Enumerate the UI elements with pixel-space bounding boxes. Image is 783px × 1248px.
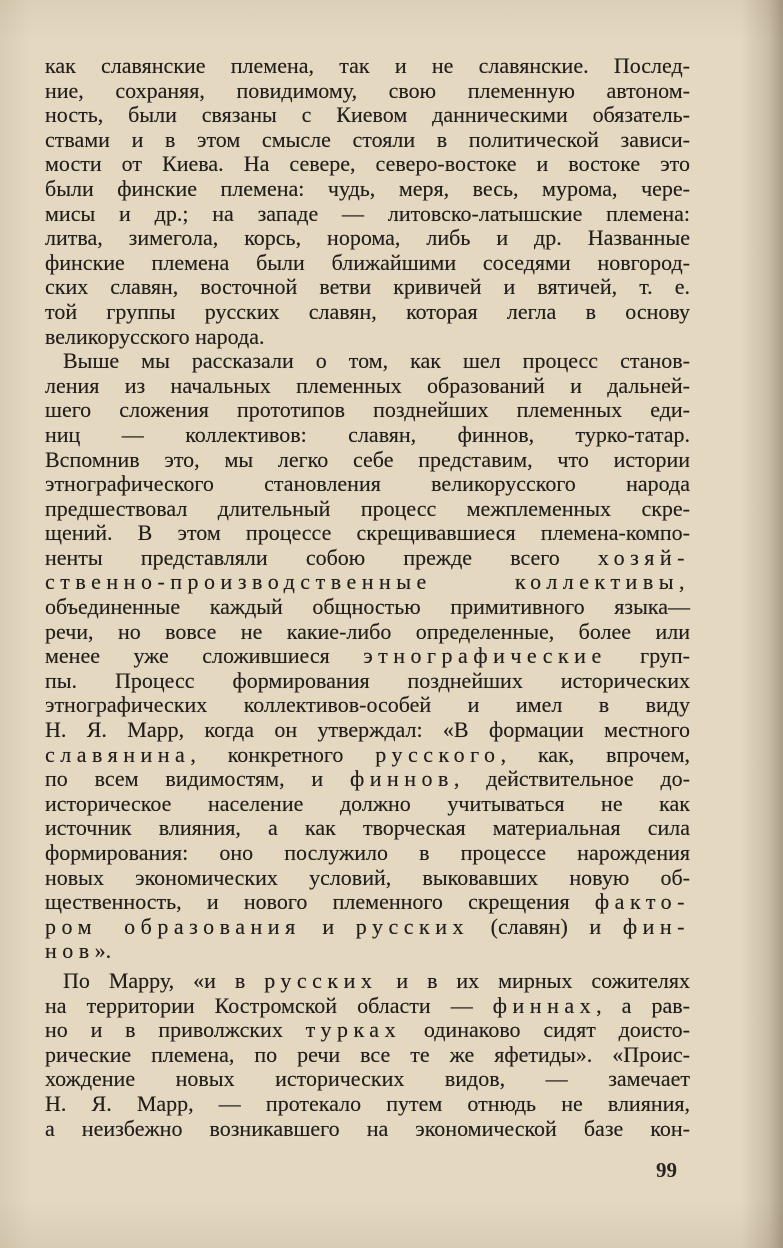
text-run: (славян) и bbox=[468, 913, 623, 939]
text-run: ских славян, восточной ветви кривичей и вятичей, т. е. bbox=[45, 274, 690, 300]
text-run: мисы и др.; на западе — литовско-латышские племена: bbox=[45, 200, 690, 226]
text-line bbox=[45, 325, 690, 350]
text-line bbox=[45, 570, 690, 595]
text-line bbox=[45, 939, 690, 964]
text-run: а неизбежно возникавшего на экономической базе кон- bbox=[45, 1115, 690, 1141]
spaced-emphasis-text: этнографические bbox=[363, 643, 607, 669]
text-line bbox=[45, 275, 690, 300]
text-run: ние, сохраняя, повидимому, свою племенную автоном- bbox=[45, 77, 690, 103]
text-line bbox=[45, 969, 690, 994]
spaced-emphasis-text: финнов bbox=[349, 766, 454, 792]
text-run: менее уже сложившиеся bbox=[45, 643, 364, 669]
text-run: ность, были связаны с Киевом данническими обязатель- bbox=[45, 102, 690, 128]
text-run: По Марру, «и в bbox=[63, 967, 265, 993]
text-run: предшествовал длительный процесс межплеменных скре- bbox=[45, 495, 690, 521]
text-line bbox=[45, 448, 690, 473]
text-run: Н. Я. Марр, — протекало путем отнюдь не влияния, bbox=[45, 1090, 690, 1116]
paragraph bbox=[45, 969, 690, 1141]
text-line bbox=[45, 472, 690, 497]
text-line bbox=[45, 152, 690, 177]
spaced-emphasis-text: славянина bbox=[45, 741, 191, 767]
text-run: , конкретного bbox=[190, 741, 376, 767]
text-run: мости от Киева. На севере, северо-востоке и востоке это bbox=[45, 151, 690, 177]
text-line bbox=[45, 767, 690, 792]
text-run: формирования: оно послужило в процессе нарождения bbox=[45, 840, 690, 865]
text-line bbox=[45, 300, 690, 325]
text-run: финские племена были ближайшими соседями новгород- bbox=[45, 249, 690, 275]
text-run: историческое население должно учитываться не как bbox=[45, 790, 690, 816]
text-run: той группы русских славян, которая легла в основу bbox=[45, 298, 690, 324]
text-line bbox=[45, 177, 690, 202]
text-run: хождение новых исторических видов, — замечает bbox=[45, 1066, 690, 1092]
text-line bbox=[45, 841, 690, 866]
text-run: великорусского народа. bbox=[45, 323, 265, 349]
text-run: и bbox=[300, 913, 356, 939]
spaced-emphasis-text: финнах bbox=[492, 992, 597, 1018]
text-run: ниц — коллективов: славян, финнов, турко-татар. bbox=[45, 421, 690, 447]
text-run: новых экономических условий, выковавших новую об- bbox=[45, 864, 690, 890]
text-run: на территории Костромской области — bbox=[45, 992, 493, 1018]
spaced-emphasis-text: нов bbox=[45, 938, 95, 964]
paragraph bbox=[45, 54, 690, 349]
text-line bbox=[45, 1117, 690, 1142]
body-text bbox=[45, 54, 690, 1141]
text-line bbox=[45, 521, 690, 546]
text-line bbox=[45, 669, 690, 694]
text-run: ствами и в этом смысле стояли в политической зависи- bbox=[45, 126, 690, 152]
text-run: но и в приволжских bbox=[45, 1017, 306, 1043]
text-run: этнографического становления великорусского народа bbox=[45, 471, 690, 497]
text-run: одинаково сидят доисто- bbox=[401, 1017, 690, 1043]
text-run: щений. В этом процессе скрещивавшиеся племена-компо- bbox=[45, 520, 690, 546]
text-run: шего сложения прототипов позднейших племенных еди- bbox=[45, 397, 690, 423]
text-line bbox=[45, 1043, 690, 1068]
text-line bbox=[45, 693, 690, 718]
text-line bbox=[45, 251, 690, 276]
text-line bbox=[45, 816, 690, 841]
spaced-emphasis-text: ственно-производственные коллективы, bbox=[45, 569, 690, 595]
text-run: ненты представляли собою прежде всего bbox=[45, 544, 598, 570]
text-run: пы. Процесс формирования позднейших исторических bbox=[45, 667, 690, 693]
text-line bbox=[45, 1092, 690, 1117]
text-line bbox=[45, 546, 690, 571]
text-line bbox=[45, 202, 690, 227]
text-line bbox=[45, 497, 690, 522]
text-run: этнографических коллективов-особей и имел в виду bbox=[45, 692, 690, 718]
spaced-emphasis-text: русских bbox=[355, 913, 469, 939]
text-line bbox=[45, 620, 690, 645]
text-line bbox=[45, 792, 690, 817]
text-line bbox=[45, 595, 690, 620]
text-line bbox=[45, 398, 690, 423]
text-line bbox=[45, 994, 690, 1019]
text-run: груп- bbox=[606, 643, 691, 669]
text-run: литва, зимегола, корсь, норома, либь и др. Названные bbox=[45, 225, 690, 251]
text-run: Н. Я. Марр, когда он утверждал: «В формации местного bbox=[45, 717, 690, 743]
text-line bbox=[45, 644, 690, 669]
text-line bbox=[45, 743, 690, 768]
text-line bbox=[45, 128, 690, 153]
text-run: , как, впрочем, bbox=[500, 741, 690, 767]
text-run: , действительное до- bbox=[453, 766, 690, 792]
spaced-emphasis-text: фин- bbox=[622, 913, 690, 939]
text-run: ». bbox=[94, 938, 112, 964]
spaced-emphasis-text: русских bbox=[264, 967, 378, 993]
text-line bbox=[45, 1018, 690, 1043]
spaced-emphasis-text: турках bbox=[305, 1017, 402, 1043]
text-run: , а рав- bbox=[596, 992, 690, 1018]
text-run: щественность, и нового племенного скрещения bbox=[45, 889, 595, 915]
text-line bbox=[45, 79, 690, 104]
text-run: объединенные каждый общностью примитивного языка— bbox=[45, 594, 690, 620]
text-line bbox=[45, 1067, 690, 1092]
text-line bbox=[45, 915, 690, 940]
spaced-emphasis-text: ром образования bbox=[45, 913, 301, 939]
text-line bbox=[45, 349, 690, 374]
text-run: Выше мы рассказали о том, как шел процесс станов- bbox=[63, 348, 690, 374]
text-line bbox=[45, 54, 690, 79]
paragraph bbox=[45, 349, 690, 964]
text-line bbox=[45, 226, 690, 251]
spaced-emphasis-text: русского bbox=[375, 741, 501, 767]
spaced-emphasis-text: хозяй- bbox=[597, 544, 690, 570]
text-line bbox=[45, 103, 690, 128]
text-line bbox=[45, 866, 690, 891]
text-run: ления из начальных племенных образований и дальней- bbox=[45, 372, 690, 398]
spaced-emphasis-text: факто- bbox=[594, 889, 690, 915]
text-line bbox=[45, 890, 690, 915]
text-run: и в их мирных сожителях bbox=[377, 967, 690, 993]
text-run: рические племена, по речи все те же яфетиды». «Проис- bbox=[45, 1041, 690, 1067]
text-line bbox=[45, 718, 690, 743]
text-line bbox=[45, 374, 690, 399]
text-line bbox=[45, 423, 690, 448]
text-run: Вспомнив это, мы легко себе представим, что истории bbox=[45, 446, 690, 472]
text-run: как славянские племена, так и не славянские. Послед- bbox=[45, 53, 690, 78]
text-run: были финские племена: чудь, меря, весь, мурома, чере- bbox=[45, 175, 690, 201]
page-number: 99 bbox=[656, 1158, 677, 1182]
text-run: по всем видимостям, и bbox=[45, 766, 350, 792]
text-run: источник влияния, а как творческая материальная сила bbox=[45, 815, 690, 841]
text-run: речи, но вовсе не какие-либо определенные, более или bbox=[45, 618, 690, 644]
